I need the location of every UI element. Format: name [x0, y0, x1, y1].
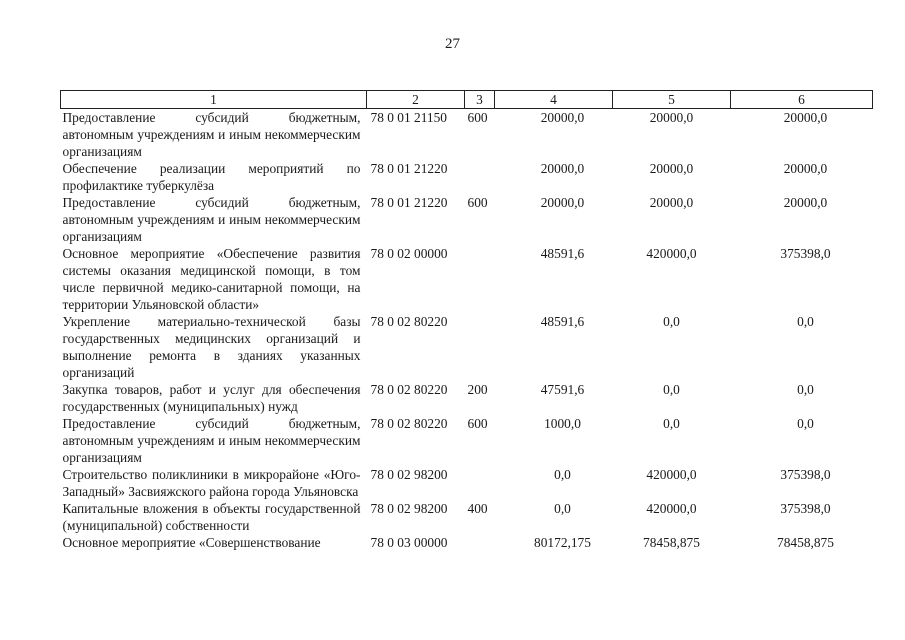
column-header-6: 6: [731, 91, 873, 109]
row-value-col5: 20000,0: [649, 161, 694, 176]
row-value-col4: 48591,6: [540, 246, 585, 261]
row-value-col6: 20000,0: [783, 161, 828, 176]
row-value-col5: 20000,0: [649, 195, 694, 210]
row-value-col6: 0,0: [797, 382, 814, 397]
table-row: [61, 500, 873, 534]
row-value-col6: 0,0: [797, 416, 814, 431]
row-name: Предоставление субсидий бюджетным, автономным учреждениям и иным некоммерческим организациям: [62, 416, 361, 465]
row-name: Строительство поликлиники в микрорайоне «Юго-Западный» Засвияжского района города Ульяновска: [62, 467, 361, 499]
table-row: [61, 415, 873, 466]
row-value-col4: 48591,6: [540, 314, 585, 329]
row-value-col5: 420000,0: [646, 246, 697, 261]
table-row: [61, 381, 873, 415]
row-code: 78 0 01 21220: [370, 161, 448, 176]
row-value-col4: 1000,0: [544, 416, 581, 431]
row-code: 78 0 02 80220: [370, 382, 448, 397]
row-value-col4: 0,0: [554, 467, 571, 482]
table-row: [61, 313, 873, 381]
row-name: Предоставление субсидий бюджетным, автономным учреждениям и иным некоммерческим организациям: [62, 195, 361, 244]
row-value-col4: 20000,0: [540, 161, 585, 176]
row-code: 78 0 01 21220: [370, 195, 448, 210]
row-code: 78 0 02 00000: [370, 246, 448, 261]
row-name: Укрепление материально-технической базы государственных медицинских организаций и выполнение ремонта в зданиях указанных организаций: [62, 314, 361, 380]
row-expense-type: 200: [467, 382, 488, 397]
row-expense-type: [465, 313, 495, 381]
row-name: Закупка товаров, работ и услуг для обеспечения государственных (муниципальных) нужд: [62, 382, 361, 414]
row-expense-type: [465, 534, 495, 551]
row-value-col4: 20000,0: [540, 195, 585, 210]
table-row: [61, 109, 873, 161]
row-name: Основное мероприятие «Совершенствование: [62, 535, 321, 550]
table-body: [61, 109, 873, 552]
row-value-col4: 80172,175: [534, 535, 591, 550]
row-value-col4: 47591,6: [540, 382, 585, 397]
row-name: Основное мероприятие «Обеспечение развития системы оказания медицинской помощи, в том числе первичной медико-санитарной помощи, на территории Ульяновской области»: [62, 246, 361, 312]
row-value-col6: 20000,0: [783, 110, 828, 125]
row-value-col5: 78458,875: [643, 535, 700, 550]
table-row: [61, 160, 873, 194]
column-header-4: 4: [495, 91, 613, 109]
row-value-col5: 0,0: [663, 416, 680, 431]
row-value-col6: 0,0: [797, 314, 814, 329]
page-number: 27: [445, 36, 460, 52]
row-value-col6: 375398,0: [780, 246, 831, 261]
row-expense-type: [465, 160, 495, 194]
row-code: 78 0 03 00000: [370, 535, 448, 550]
row-code: 78 0 02 98200: [370, 467, 448, 482]
budget-table: [60, 90, 873, 551]
row-expense-type: [465, 245, 495, 313]
row-code: 78 0 02 80220: [370, 314, 448, 329]
column-header-2: 2: [367, 91, 465, 109]
row-value-col5: 420000,0: [646, 501, 697, 516]
row-name: Предоставление субсидий бюджетным, автономным учреждениям и иным некоммерческим организациям: [62, 110, 361, 159]
row-code: 78 0 02 80220: [370, 416, 448, 431]
table-row: [61, 245, 873, 313]
row-value-col6: 375398,0: [780, 467, 831, 482]
table-header-row: [61, 91, 873, 109]
row-name: Обеспечение реализации мероприятий по профилактике туберкулёза: [62, 161, 361, 193]
row-value-col5: 420000,0: [646, 467, 697, 482]
row-value-col6: 78458,875: [777, 535, 834, 550]
row-expense-type: 600: [467, 416, 488, 431]
column-header-3: 3: [465, 91, 495, 109]
column-header-1: 1: [61, 91, 367, 109]
table-row: [61, 194, 873, 245]
row-value-col5: 20000,0: [649, 110, 694, 125]
row-expense-type: 600: [467, 110, 488, 125]
row-code: 78 0 02 98200: [370, 501, 448, 516]
row-value-col4: 20000,0: [540, 110, 585, 125]
row-expense-type: 400: [467, 501, 488, 516]
row-expense-type: [465, 466, 495, 500]
row-value-col5: 0,0: [663, 314, 680, 329]
row-value-col4: 0,0: [554, 501, 571, 516]
column-header-5: 5: [613, 91, 731, 109]
row-value-col6: 20000,0: [783, 195, 828, 210]
row-expense-type: 600: [467, 195, 488, 210]
row-value-col6: 375398,0: [780, 501, 831, 516]
table-row: [61, 534, 873, 551]
row-code: 78 0 01 21150: [370, 110, 447, 125]
table-row: [61, 466, 873, 500]
row-name: Капитальные вложения в объекты государственной (муниципальной) собственности: [62, 501, 361, 533]
row-value-col5: 0,0: [663, 382, 680, 397]
